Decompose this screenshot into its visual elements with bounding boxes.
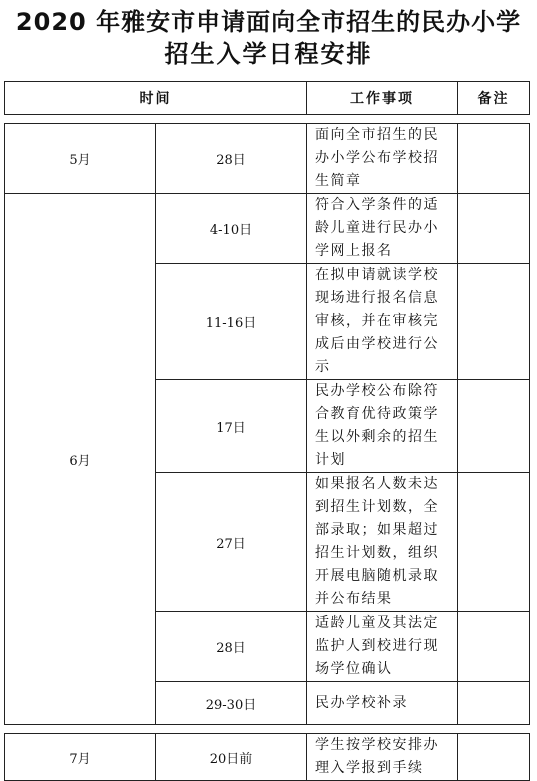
day-cell: 17日 bbox=[156, 380, 307, 473]
task-cell: 符合入学条件的适龄儿童进行民办小学网上报名 bbox=[307, 194, 458, 264]
header-time: 时间 bbox=[5, 82, 307, 115]
note-cell bbox=[458, 473, 530, 612]
day-cell: 28日 bbox=[156, 612, 307, 682]
table-row bbox=[5, 194, 530, 264]
note-cell bbox=[458, 682, 530, 725]
task-cell: 适龄儿童及其法定监护人到校进行现场学位确认 bbox=[307, 612, 458, 682]
task-cell: 在拟申请就读学校现场进行报名信息审核，并在审核完成后由学校进行公示 bbox=[307, 264, 458, 380]
note-cell bbox=[458, 264, 530, 380]
task-cell: 民办学校补录 bbox=[307, 682, 458, 725]
note-cell bbox=[458, 612, 530, 682]
spacer-row bbox=[5, 725, 530, 734]
note-cell bbox=[458, 124, 530, 194]
header-task: 工作事项 bbox=[307, 82, 458, 115]
document-title bbox=[0, 0, 537, 84]
day-cell: 29-30日 bbox=[156, 682, 307, 725]
note-cell bbox=[458, 380, 530, 473]
note-cell bbox=[458, 734, 530, 781]
month-cell: 7月 bbox=[5, 734, 156, 781]
day-cell: 11-16日 bbox=[156, 264, 307, 380]
month-cell: 6月 bbox=[5, 194, 156, 725]
table-row bbox=[5, 734, 530, 781]
task-cell: 民办学校公布除符合教育优待政策学生以外剩余的招生计划 bbox=[307, 380, 458, 473]
task-cell: 面向全市招生的民办小学公布学校招生简章 bbox=[307, 124, 458, 194]
task-cell: 学生按学校安排办理入学报到手续 bbox=[307, 734, 458, 781]
note-cell bbox=[458, 194, 530, 264]
day-cell: 20日前 bbox=[156, 734, 307, 781]
table-row bbox=[5, 124, 530, 194]
title-line-1: 2020 年雅安市申请面向全市招生的民办小学 bbox=[15, 8, 522, 36]
title-line-2: 招生入学日程安排 bbox=[164, 40, 373, 68]
header-row bbox=[5, 82, 530, 115]
day-cell: 4-10日 bbox=[156, 194, 307, 264]
day-cell: 27日 bbox=[156, 473, 307, 612]
spacer-row bbox=[5, 115, 530, 124]
schedule-table bbox=[4, 81, 530, 781]
day-cell: 28日 bbox=[156, 124, 307, 194]
task-cell: 如果报名人数未达到招生计划数，全部录取；如果超过招生计划数，组织开展电脑随机录取并公布结果 bbox=[307, 473, 458, 612]
month-cell: 5月 bbox=[5, 124, 156, 194]
header-note: 备注 bbox=[458, 82, 530, 115]
